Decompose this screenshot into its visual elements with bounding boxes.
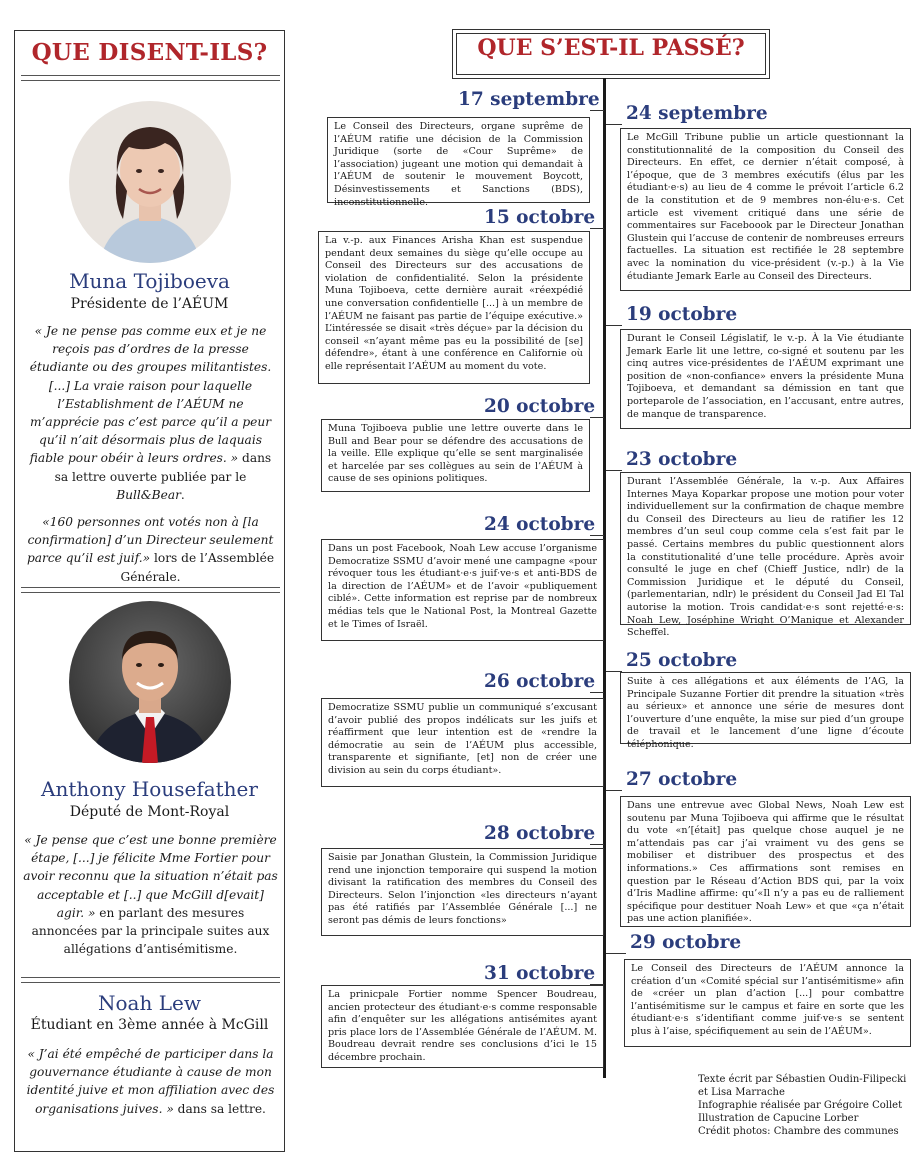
event-box: Durant le Conseil Législatif, le v.-p. À la Vie étudiante Jemark Earle lit une lettre, co-signé et soutenu par les cinq autres vice-présidentes de l’AÉUM exprimant une position de «non-confiance» envers la présidente Muna Tojiboeva, et demandant sa démission en tant que porteparole de l’association, en l’accusant, entre autres, de manque de transparence.: [620, 329, 911, 429]
event-date: 25 octobre: [626, 650, 738, 671]
sidebar-title: QUE DISENT-ILS?: [31, 39, 268, 66]
quote-source: lors de l’Assemblée Générale.: [120, 551, 275, 584]
event-date: 24 septembre: [626, 103, 768, 124]
person-role: Étudiant en 3ème année à McGill: [30, 1017, 269, 1033]
timeline-tick: [590, 228, 604, 229]
event-box: Le Conseil des Directeurs, organe suprême de l’AÉUM ratifie une décision de la Commission Juridique (sorte de «Cour Suprême» de l’association) jugeant une motion qui demandait à l’AÉUM de soutenir le mouvement Boycott, Désinvestissements et Sanctions (BDS), inconstitutionnelle.: [327, 117, 590, 203]
event-date: 27 octobre: [626, 769, 738, 790]
credit-line: Infographie réalisée par Grégoire Collet: [698, 1100, 903, 1111]
avatar-muna-tojiboeva: [69, 101, 231, 263]
quote-source-publication: Bull&Bear: [116, 487, 181, 502]
quote-source: dans sa lettre ouverte publiée par le: [54, 451, 272, 484]
timeline-tick: [590, 417, 604, 418]
timeline-tick: [606, 790, 622, 791]
sidebar: [14, 30, 285, 1152]
event-date: 15 octobre: [484, 207, 596, 228]
quote-source-end: .: [180, 487, 185, 502]
person-quote: [23, 513, 278, 586]
event-date: 20 octobre: [484, 396, 596, 417]
timeline-tick: [590, 110, 604, 111]
timeline-tick: [606, 470, 622, 471]
event-date: 17 septembre: [458, 89, 600, 110]
event-date: 28 octobre: [484, 823, 596, 844]
divider: [21, 977, 280, 983]
quote-text: « Je ne pense pas comme eux et je ne reçois pas d’ordres de la presse étudiante ou des groupes militantistes. [...] La vraie raison pour laquelle l’Establishment de l’AÉUM ne m’apprécie pas c’est parce qu’il a peur qu’il n’ait désormais plus de laquais fiable pour obéir à leurs ordres. »: [29, 324, 272, 466]
timeline-tick: [590, 692, 604, 693]
person-quote: [23, 831, 278, 958]
timeline-header: [452, 29, 770, 79]
event-date: 19 octobre: [626, 304, 738, 325]
timeline-tick: [606, 953, 626, 954]
event-date: 24 octobre: [484, 514, 596, 535]
event-box: Le Conseil des Directeurs de l’AÉUM annonce la création d’un «Comité spécial sur l’antisémitisme» afin de «créer un plan d’action [...] pour combattre l’antisémitisme sur le campus et faire en sorte que les étudiant·e·s s’identifiant comme juif·ve·s se sentent plus à l’aise, spécifiquement au sein de l’AÉUM».: [624, 959, 911, 1047]
credit-line: Texte écrit par Sébastien Oudin-Filipecki: [698, 1074, 907, 1085]
event-date: 31 octobre: [484, 963, 596, 984]
event-box: Muna Tojiboeva publie une lettre ouverte dans le Bull and Bear pour se défendre des accusations de la veille. Elle explique qu’elle se sent marginalisée et harcelée par ses collègues au sein de l’AÉUM à cause de ses opinions politiques.: [321, 419, 590, 492]
event-box: La prinicpale Fortier nomme Spencer Boudreau, ancien protecteur des étudiant·e·s comme responsable afin d’enquêter sur les allégations antisémites ayant pris place lors de l’Assemblée Générale de l’AÉUM. M. Boudreau devrait rendre ses conclusions d’ici le 15 décembre prochain.: [321, 985, 604, 1068]
person-quote: [23, 1045, 278, 1118]
event-box: La v.-p. aux Finances Arisha Khan est suspendue pendant deux semaines du siège qu’elle occupe au Conseil des Directeurs sur des accusations de violation de confidentialité. Selon la présidente Muna Tojiboeva, cette dernière aurait «réexpédié une conversation confidentielle [...] à un membre de l’AÉUM ne faisant pas partie de l’équipe exécutive.» L’intéressée se disait «très déçue» par la décision du conseil «n’ayant même pas eu la possibilité de [se] défendre», étant à une conférence en Californie où elle représentait l’AÉUM au moment du vote.: [318, 231, 590, 384]
quote-text: « Je pense que c’est une bonne première étape, [...] je félicite Mme Fortier pour avoir reconnu que la situation n’était pas acceptable et [..] que McGill d[evait] agir. »: [23, 833, 278, 920]
person-role: Présidente de l’AÉUM: [70, 296, 229, 312]
credit-line: et Lisa Marrache: [698, 1087, 785, 1098]
timeline-title: QUE S’EST-IL PASSÉ?: [477, 35, 745, 61]
credit-line: Illustration de Capucine Lorber: [698, 1113, 859, 1124]
person-role: Député de Mont-Royal: [69, 804, 230, 820]
event-box: Dans une entrevue avec Global News, Noah Lew est soutenu par Muna Tojiboeva qui affirme que le résultat du vote «n’[était] pas quelque chose auquel je ne m’attendais pas car j’ai vraiment vu des gens se mobiliser et distribuer des prospectus et des informations.» Ces affirmations sont remises en question par le Réseau d’Action BDS qui, par la voix d’Iris Madline affirme: qu’«Il n’y a pas eu de ralliement spécifique pour destituer Noah Lew» et que «ça n’était pas une action planifiée».: [620, 796, 911, 927]
timeline-tick: [590, 535, 604, 536]
event-box: Durant l’Assemblée Générale, la v.-p. Aux Affaires Internes Maya Koparkar propose une motion pour voter individuellement sur la confirmation de chaque membre du Conseil des Directeurs au lieu de ratifier les 12 membres d’un seul coup comme cela s’est fait par le passé. Certains membres du public questionnent alors la constitutionalité d’une telle procédure. Après avoir consulté le juge en chef (Chieff Justice, ndlr) de la Commission Juridique et le député du Conseil, (parlementarian, ndlr) le président du Conseil Jad El Tal autorise la motion. Trois candidat·e·s sont rejetté·e·s: Noah Lew, Joséphine Wright O’Manique et Alexander Scheffel.: [620, 472, 911, 625]
person-name: Noah Lew: [98, 991, 201, 1015]
quote-text: « J’ai été empêché de participer dans la gouvernance étudiante à cause de mon identité juive et mon affiliation avec des organisations juives. »: [26, 1047, 275, 1116]
event-date: 26 octobre: [484, 671, 596, 692]
event-box: Suite à ces allégations et aux éléments de l’AG, la Principale Suzanne Fortier dit prendre la situation «très au sérieux» et annonce une série de mesures dont l’ouverture d’une enquête, la mise sur pied d’un groupe de travail et le lancement d’une ligne d’écoute téléphonique.: [620, 672, 911, 744]
event-date: 29 octobre: [630, 932, 742, 953]
avatar-anthony-housefather: [69, 601, 231, 763]
timeline-tick: [590, 844, 604, 845]
event-box: Dans un post Facebook, Noah Lew accuse l’organisme Democratize SSMU d’avoir mené une campagne «pour révoquer tous les étudiant·e·s juif·ve·s et anti-BDS de la direction de l’AÉUM» et de l’avoir «publiquement ciblé». Cette information est reprise par de nombreux médias tels que le National Post, la Montreal Gazette et le Times of Israël.: [321, 539, 604, 641]
quote-text: «160 personnes ont votés non à [la confirmation] d’un Directeur seulement parce qu’il est juif.»: [26, 515, 274, 566]
event-box: Le McGill Tribune publie un article questionnant la constitutionnalité de la composition du Conseil des Directeurs. En effet, ce dernier n’était composé, à l’époque, que de 3 membres exécutifs (élus par les étudiant·e·s) au lieu de 4 comme le prévoit l’article 6.2 de la constitution et de 9 membres non-élu·e·s. Cet article est vivement critiqué dans une série de commentaires sur Faceboook par le Directeur Jonathan Glustein qui l’accuse de contenir de nombreuses erreurs factuelles. La situation est rectifiée le 28 septembre avec la nomination du vice-président (v.-p.) à la Vie étudiante Jemark Earle au Conseil des Directeurs.: [620, 128, 911, 291]
divider: [21, 587, 280, 593]
quote-source: en parlant des mesures annoncées par la principale suites aux allégations d’antisémitisme.: [31, 905, 270, 957]
person-quote: [23, 322, 278, 504]
credits: [698, 1073, 913, 1138]
person-name: Muna Tojiboeva: [69, 269, 230, 293]
person-name: Anthony Housefather: [41, 777, 258, 801]
event-date: 23 octobre: [626, 449, 738, 470]
quote-source: dans sa lettre.: [177, 1101, 266, 1116]
timeline-tick: [606, 325, 622, 326]
credit-line: Crédit photos: Chambre des communes: [698, 1126, 899, 1137]
event-box: Democratize SSMU publie un communiqué s’excusant d’avoir publié des propos indélicats sur les juifs et réaffirment que leur intention est de «rendre la démocratie au sein de l’AÉUM plus accessible, transparente et signifiante, [et] non de créer une division au sein du corps étudiant».: [321, 698, 604, 787]
divider: [21, 75, 280, 81]
event-box: Saisie par Jonathan Glustein, la Commission Juridique rend une injonction temporaire qui suspend la motion divisant la ratification des membres du Conseil des Directeurs. Selon l’injonction «les directeurs n’ayant pas été ratifiés par l’Assemblée Générale [...] ne seront pas démis de leurs fonctions»: [321, 848, 604, 936]
timeline-tick: [606, 124, 622, 125]
